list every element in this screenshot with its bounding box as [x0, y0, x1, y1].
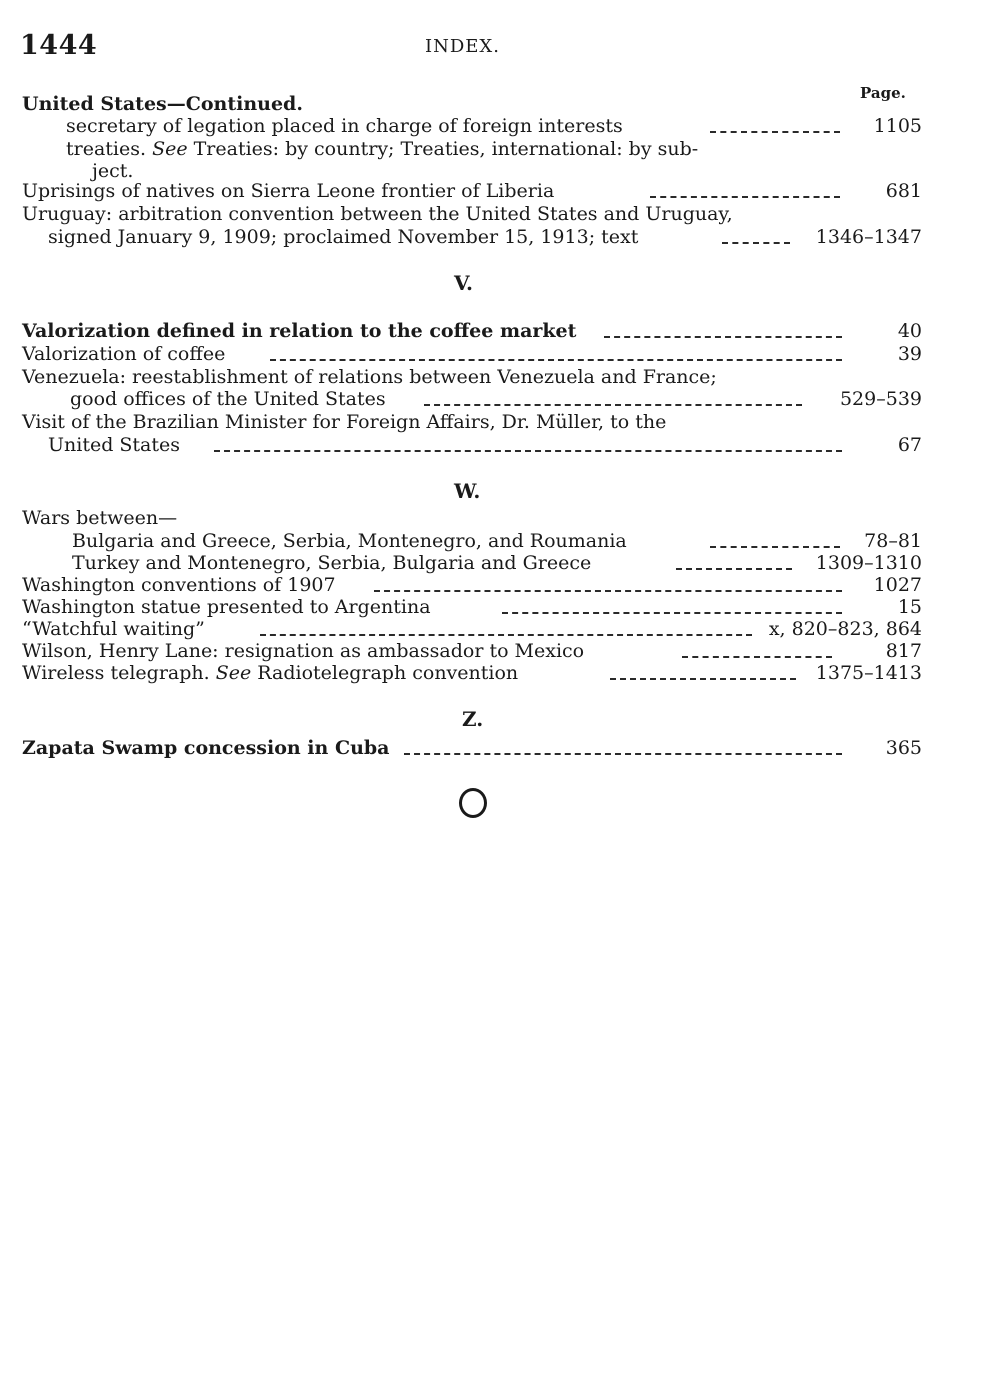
index-entry	[22, 662, 922, 685]
page-ref: 39	[897, 343, 922, 365]
running-head: INDEX.	[425, 36, 500, 57]
index-entry	[22, 411, 922, 434]
entry-text: Radiotelegraph convention	[251, 662, 519, 684]
dot-leader	[682, 656, 832, 658]
dot-leader	[424, 404, 802, 406]
page-ref: 1346–1347	[815, 226, 922, 248]
index-entry	[22, 320, 922, 343]
page-ref: 817	[885, 640, 922, 662]
entry-text: signed January 9, 1909; proclaimed November 15, 1913; text	[48, 226, 639, 248]
entry-text: Washington conventions of 1907	[22, 574, 336, 596]
entry-text: Washington statue presented to Argentina	[22, 596, 431, 618]
entry-text: United States	[48, 434, 181, 456]
entry-text: “Watchful waiting”	[22, 618, 205, 640]
index-entry	[22, 180, 922, 203]
entry-text: treaties.	[66, 138, 153, 160]
index-heading	[22, 93, 922, 116]
entry-text: Wilson, Henry Lane: resignation as ambassador to Mexico	[22, 640, 585, 662]
entry-text: Venezuela: reestablishment of relations between Venezuela and France;	[22, 366, 717, 388]
dot-leader	[610, 678, 796, 680]
index-entry	[22, 618, 922, 641]
page-ref: 67	[897, 434, 922, 456]
entry-text: Wars between—	[22, 507, 178, 529]
dot-leader	[374, 590, 842, 592]
dot-leader	[676, 568, 792, 570]
index-entry	[22, 366, 922, 389]
index-entry	[22, 530, 922, 553]
page-number: 1444	[20, 30, 98, 61]
entry-text: good offices of the United States	[70, 388, 386, 410]
page-ref: 78–81	[864, 530, 922, 552]
dot-leader	[270, 359, 842, 361]
index-entry	[22, 640, 922, 663]
index-entry-continuation	[22, 226, 922, 249]
page-ref: 1027	[873, 574, 922, 596]
section-letter-v: V.	[454, 271, 473, 295]
page-column-label: Page.	[860, 84, 906, 102]
index-entry-continuation	[22, 388, 922, 411]
index-entry	[22, 115, 922, 138]
page-ref: 1105	[873, 115, 922, 137]
entry-text: United States—Continued.	[22, 93, 303, 115]
index-entry	[22, 138, 922, 161]
index-entry	[22, 737, 922, 760]
index-entry-continuation	[22, 434, 922, 457]
entry-text: Turkey and Montenegro, Serbia, Bulgaria and Greece	[72, 552, 592, 574]
entry-text: Valorization defined in relation to the coffee market	[22, 320, 577, 342]
entry-text: Visit of the Brazilian Minister for Foreign Affairs, Dr. Müller, to the	[22, 411, 667, 433]
section-letter-w: W.	[454, 479, 481, 503]
see-reference: See	[152, 138, 188, 160]
entry-text: Valorization of coffee	[22, 343, 226, 365]
end-mark-circle	[459, 788, 487, 818]
index-entry	[22, 596, 922, 619]
dot-leader	[650, 196, 840, 198]
dot-leader	[260, 634, 752, 636]
entry-text: Bulgaria and Greece, Serbia, Montenegro, and Roumania	[72, 530, 627, 552]
page-ref: 1375–1413	[815, 662, 922, 684]
dot-leader	[502, 612, 842, 614]
page-ref: 15	[897, 596, 922, 618]
index-entry	[22, 203, 922, 226]
entry-text: secretary of legation placed in charge of foreign interests	[66, 115, 623, 137]
page-ref: 529–539	[839, 388, 922, 410]
index-entry	[22, 552, 922, 575]
index-entry	[22, 574, 922, 597]
entry-text: Uruguay: arbitration convention between the United States and Uruguay,	[22, 203, 733, 225]
index-entry	[22, 343, 922, 366]
page-ref: 1309–1310	[815, 552, 922, 574]
dot-leader	[722, 242, 790, 244]
page-ref: x, 820–823, 864	[768, 618, 922, 640]
dot-leader	[214, 450, 842, 452]
entry-text: Zapata Swamp concession in Cuba	[22, 737, 390, 759]
entry-text: Uprisings of natives on Sierra Leone frontier of Liberia	[22, 180, 555, 202]
entry-text: Wireless telegraph.	[22, 662, 216, 684]
see-reference: See	[215, 662, 252, 684]
index-heading	[22, 507, 922, 530]
dot-leader	[710, 131, 840, 133]
dot-leader	[604, 336, 842, 338]
dot-leader	[710, 546, 840, 548]
page-ref: 365	[885, 737, 922, 759]
page-ref: 681	[885, 180, 922, 202]
entry-text: ject.	[92, 160, 134, 182]
section-letter-z: Z.	[462, 707, 484, 731]
dot-leader	[404, 753, 842, 755]
entry-text: Treaties: by country; Treaties, international: by sub-	[187, 138, 699, 160]
page-ref: 40	[897, 320, 922, 342]
